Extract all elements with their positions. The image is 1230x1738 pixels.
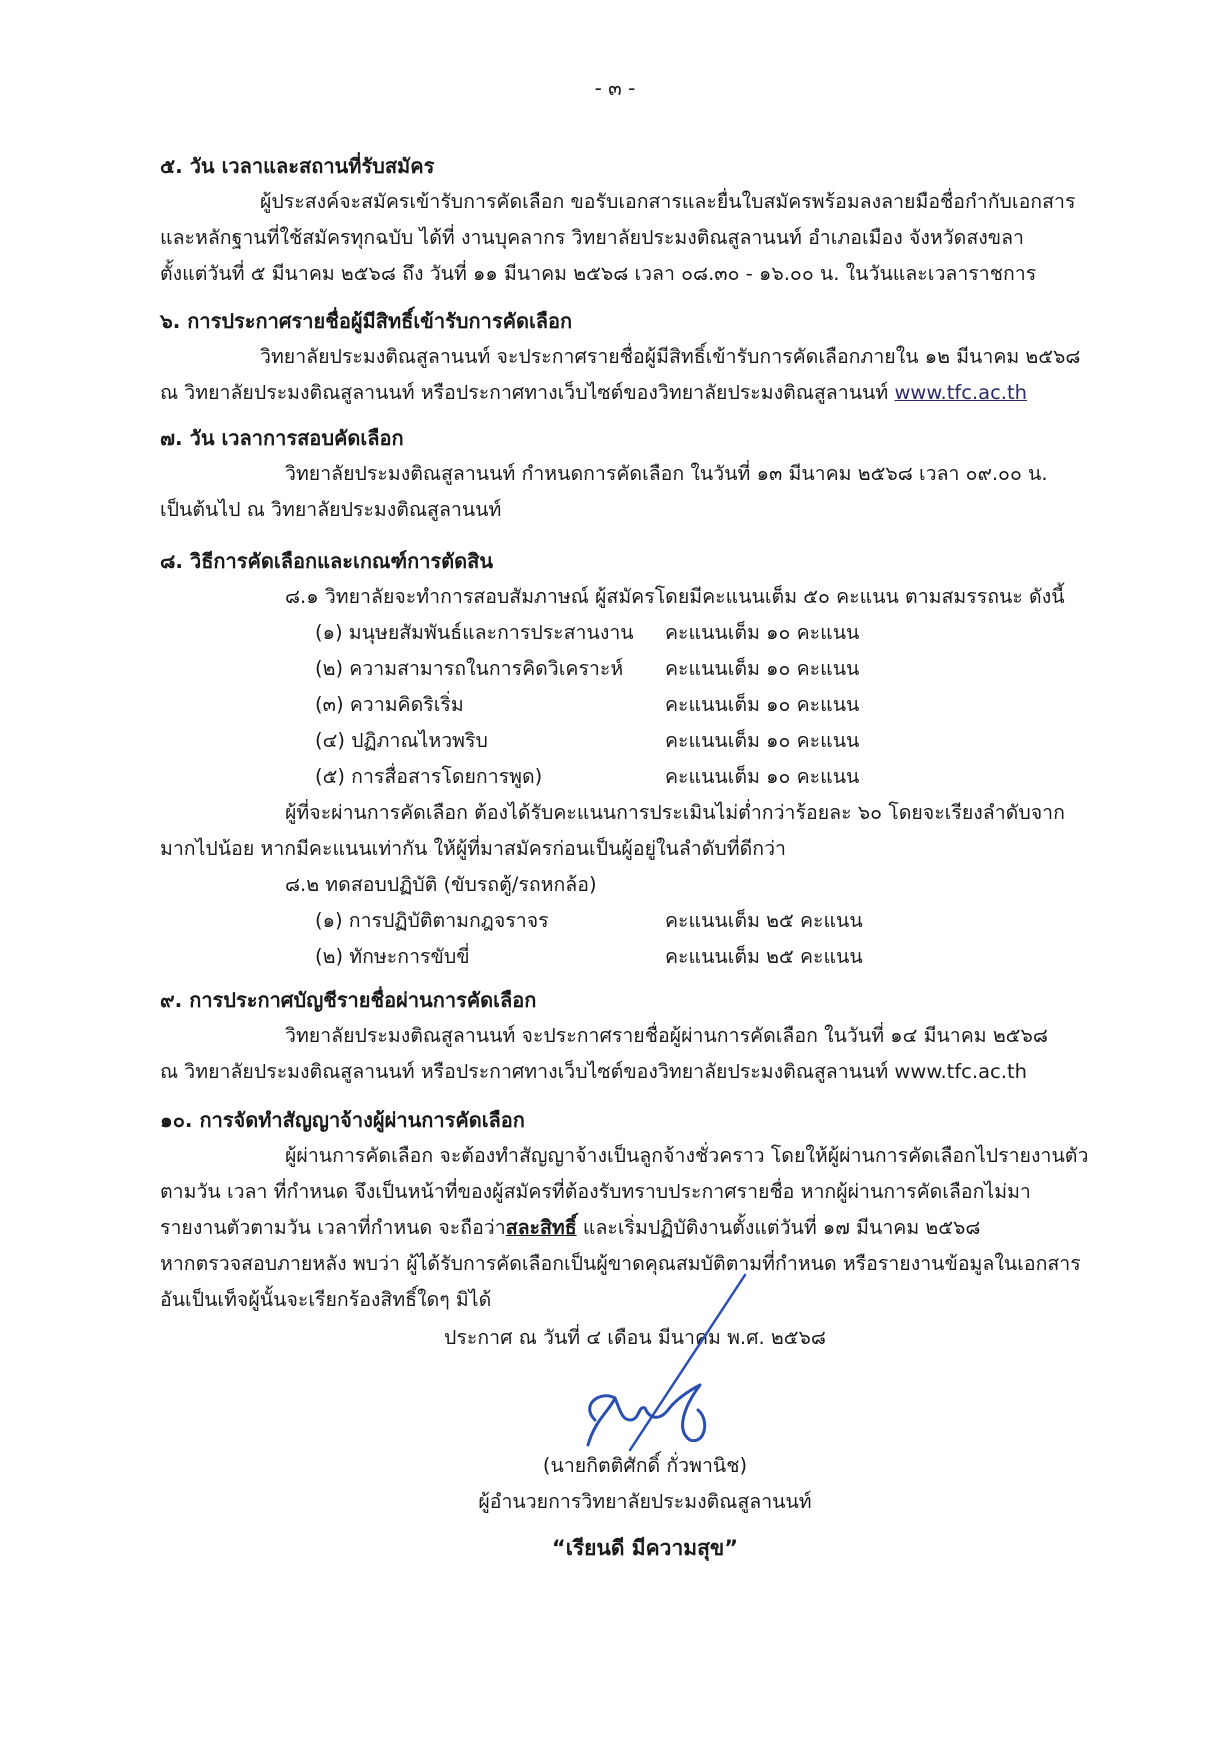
forfeit-emphasis: สละสิทธิ์: [505, 1216, 577, 1239]
signer-title: ผู้อำนวยการวิทยาลัยประมงติณสูลานนท์: [478, 1490, 812, 1513]
section-10-line: หากตรวจสอบภายหลัง พบว่า ผู้ได้รับการคัดเลือกเป็นผู้ขาดคุณสมบัติตามที่กำหนด หรือรายงานข้อมูลในเอกสาร: [160, 1252, 1081, 1275]
criteria-row: [160, 723, 1100, 759]
section-6-line: [160, 375, 1100, 411]
section-7-title: ๗. วัน เวลาการสอบคัดเลือก: [160, 426, 404, 450]
section-8-2-heading: ๘.๒ ทดสอบปฏิบัติ (ขับรถตู้/รถหกล้อ): [285, 873, 597, 896]
section-10-line: [160, 1210, 1100, 1246]
criteria-score: คะแนนเต็ม ๑๐ คะแนน: [665, 621, 860, 644]
section-7-line: เป็นต้นไป ณ วิทยาลัยประมงติณสูลานนท์: [160, 498, 502, 521]
criteria-score: คะแนนเต็ม ๑๐ คะแนน: [665, 765, 860, 788]
criteria-row: [160, 939, 1100, 975]
criteria-score: คะแนนเต็ม ๑๐ คะแนน: [665, 729, 860, 752]
section-5-line: ผู้ประสงค์จะสมัครเข้ารับการคัดเลือก ขอรับเอกสารและยื่นใบสมัครพร้อมลงลายมือชื่อกำกับเอกสาร: [260, 190, 1076, 213]
section-9-title: ๙. การประกาศบัญชีรายชื่อผ่านการคัดเลือก: [160, 988, 537, 1012]
criteria-name: (๑) การปฏิบัติตามกฎจราจร: [315, 909, 549, 932]
section-10-title: ๑๐. การจัดทำสัญญาจ้างผู้ผ่านการคัดเลือก: [160, 1108, 525, 1132]
signature-stroke: [588, 1385, 705, 1445]
criteria-row: [160, 651, 1100, 687]
section-6: [160, 303, 1100, 411]
signature-stroke: [630, 1275, 745, 1450]
criteria-name: (๕) การสื่อสารโดยการพูด): [315, 765, 543, 788]
criteria-name: (๔) ปฏิภาณไหวพริบ: [315, 729, 488, 752]
criteria-row: [160, 903, 1100, 939]
section-5-line: ตั้งแต่วันที่ ๕ มีนาคม ๒๕๖๘ ถึง วันที่ ๑๑ มีนาคม ๒๕๖๘ เวลา ๐๘.๓๐ - ๑๖.๐๐ น. ในวันและเวลาราชการ: [160, 262, 1037, 285]
section-5: [160, 148, 1100, 292]
criteria-score: คะแนนเต็ม ๒๕ คะแนน: [665, 909, 863, 932]
section-7-line: วิทยาลัยประมงติณสูลานนท์ กำหนดการคัดเลือก ในวันที่ ๑๓ มีนาคม ๒๕๖๘ เวลา ๐๙.๐๐ น.: [285, 462, 1048, 485]
section-10-line: อันเป็นเท็จผู้นั้นจะเรียกร้องสิทธิ์ใดๆ มิได้: [160, 1288, 492, 1311]
section-9: [160, 982, 1100, 1090]
criteria-score: คะแนนเต็ม ๑๐ คะแนน: [665, 657, 860, 680]
announcement-date: ประกาศ ณ วันที่ ๔ เดือน มีนาคม พ.ศ. ๒๕๖๘: [444, 1326, 826, 1349]
section-7: [160, 420, 1100, 528]
section-8-title: ๘. วิธีการคัดเลือกและเกณฑ์การตัดสิน: [160, 549, 494, 573]
criteria-row: [160, 759, 1100, 795]
page-number: - ๓ -: [594, 76, 636, 100]
section-9-line: ณ วิทยาลัยประมงติณสูลานนท์ หรือประกาศทางเว็บไซต์ของวิทยาลัยประมงติณสูลานนท์ www.tfc.ac.th: [160, 1060, 1027, 1083]
section-5-line: และหลักฐานที่ใช้สมัครทุกฉบับ ได้ที่ งานบุคลากร วิทยาลัยประมงติณสูลานนท์ อำเภอเมือง จังหวัดสงขลา: [160, 226, 1024, 249]
criteria-name: (๒) ความสามารถในการคิดวิเคราะห์: [315, 657, 624, 680]
section-8: [160, 543, 1100, 975]
signer-name: (นายกิตติศักดิ์ กั่วพานิช): [542, 1454, 748, 1477]
section-10-line: ผู้ผ่านการคัดเลือก จะต้องทำสัญญาจ้างเป็นลูกจ้างชั่วคราว โดยให้ผู้ผ่านการคัดเลือกไปรายงานตัว: [285, 1144, 1089, 1167]
criteria-name: (๒) ทักษะการขับขี่: [315, 945, 470, 968]
criteria-name: (๑) มนุษยสัมพันธ์และการประสานงาน: [315, 621, 634, 644]
signature-image: [560, 1270, 760, 1460]
website-link[interactable]: www.tfc.ac.th: [894, 381, 1027, 404]
criteria-row: [160, 687, 1100, 723]
pass-criteria-line: มากไปน้อย หากมีคะแนนเท่ากัน ให้ผู้ที่มาสมัครก่อนเป็นผู้อยู่ในลำดับที่ดีกว่า: [160, 837, 787, 860]
criteria-row: [160, 615, 1100, 651]
section-5-title: ๕. วัน เวลาและสถานที่รับสมัคร: [160, 154, 435, 178]
section-6-title: ๖. การประกาศรายชื่อผู้มีสิทธิ์เข้ารับการคัดเลือก: [160, 309, 573, 333]
section-6-line: วิทยาลัยประมงติณสูลานนท์ จะประกาศรายชื่อผู้มีสิทธิ์เข้ารับการคัดเลือกภายใน ๑๒ มีนาคม ๒๕๖๘: [260, 345, 1081, 368]
pass-criteria-line: ผู้ที่จะผ่านการคัดเลือก ต้องได้รับคะแนนการประเมินไม่ต่ำกว่าร้อยละ ๖๐ โดยจะเรียงลำดับจาก: [285, 801, 1065, 824]
criteria-score: คะแนนเต็ม ๒๕ คะแนน: [665, 945, 863, 968]
section-10-line-text: รายงานตัวตามวัน เวลาที่กำหนด จะถือว่า: [160, 1216, 506, 1239]
criteria-score: คะแนนเต็ม ๑๐ คะแนน: [665, 693, 860, 716]
section-10-line-text: และเริ่มปฏิบัติงานตั้งแต่วันที่ ๑๗ มีนาคม ๒๕๖๘: [576, 1216, 981, 1239]
slogan: “เรียนดี มีความสุข”: [551, 1536, 739, 1560]
section-10-line: ตามวัน เวลา ที่กำหนด จึงเป็นหน้าที่ของผู้สมัครที่ต้องรับทราบประกาศรายชื่อ หากผู้ผ่านการคัดเลือกไม่มา: [160, 1180, 1031, 1203]
section-9-line: วิทยาลัยประมงติณสูลานนท์ จะประกาศรายชื่อผู้ผ่านการคัดเลือก ในวันที่ ๑๔ มีนาคม ๒๕๖๘: [285, 1024, 1048, 1047]
section-6-line-text: ณ วิทยาลัยประมงติณสูลานนท์ หรือประกาศทางเว็บไซต์ของวิทยาลัยประมงติณสูลานนท์: [160, 381, 889, 404]
section-8-1-heading: ๘.๑ วิทยาลัยจะทำการสอบสัมภาษณ์ ผู้สมัครโดยมีคะแนนเต็ม ๕๐ คะแนน ตามสมรรถนะ ดังนี้: [285, 585, 1065, 608]
criteria-name: (๓) ความคิดริเริ่ม: [315, 693, 464, 716]
